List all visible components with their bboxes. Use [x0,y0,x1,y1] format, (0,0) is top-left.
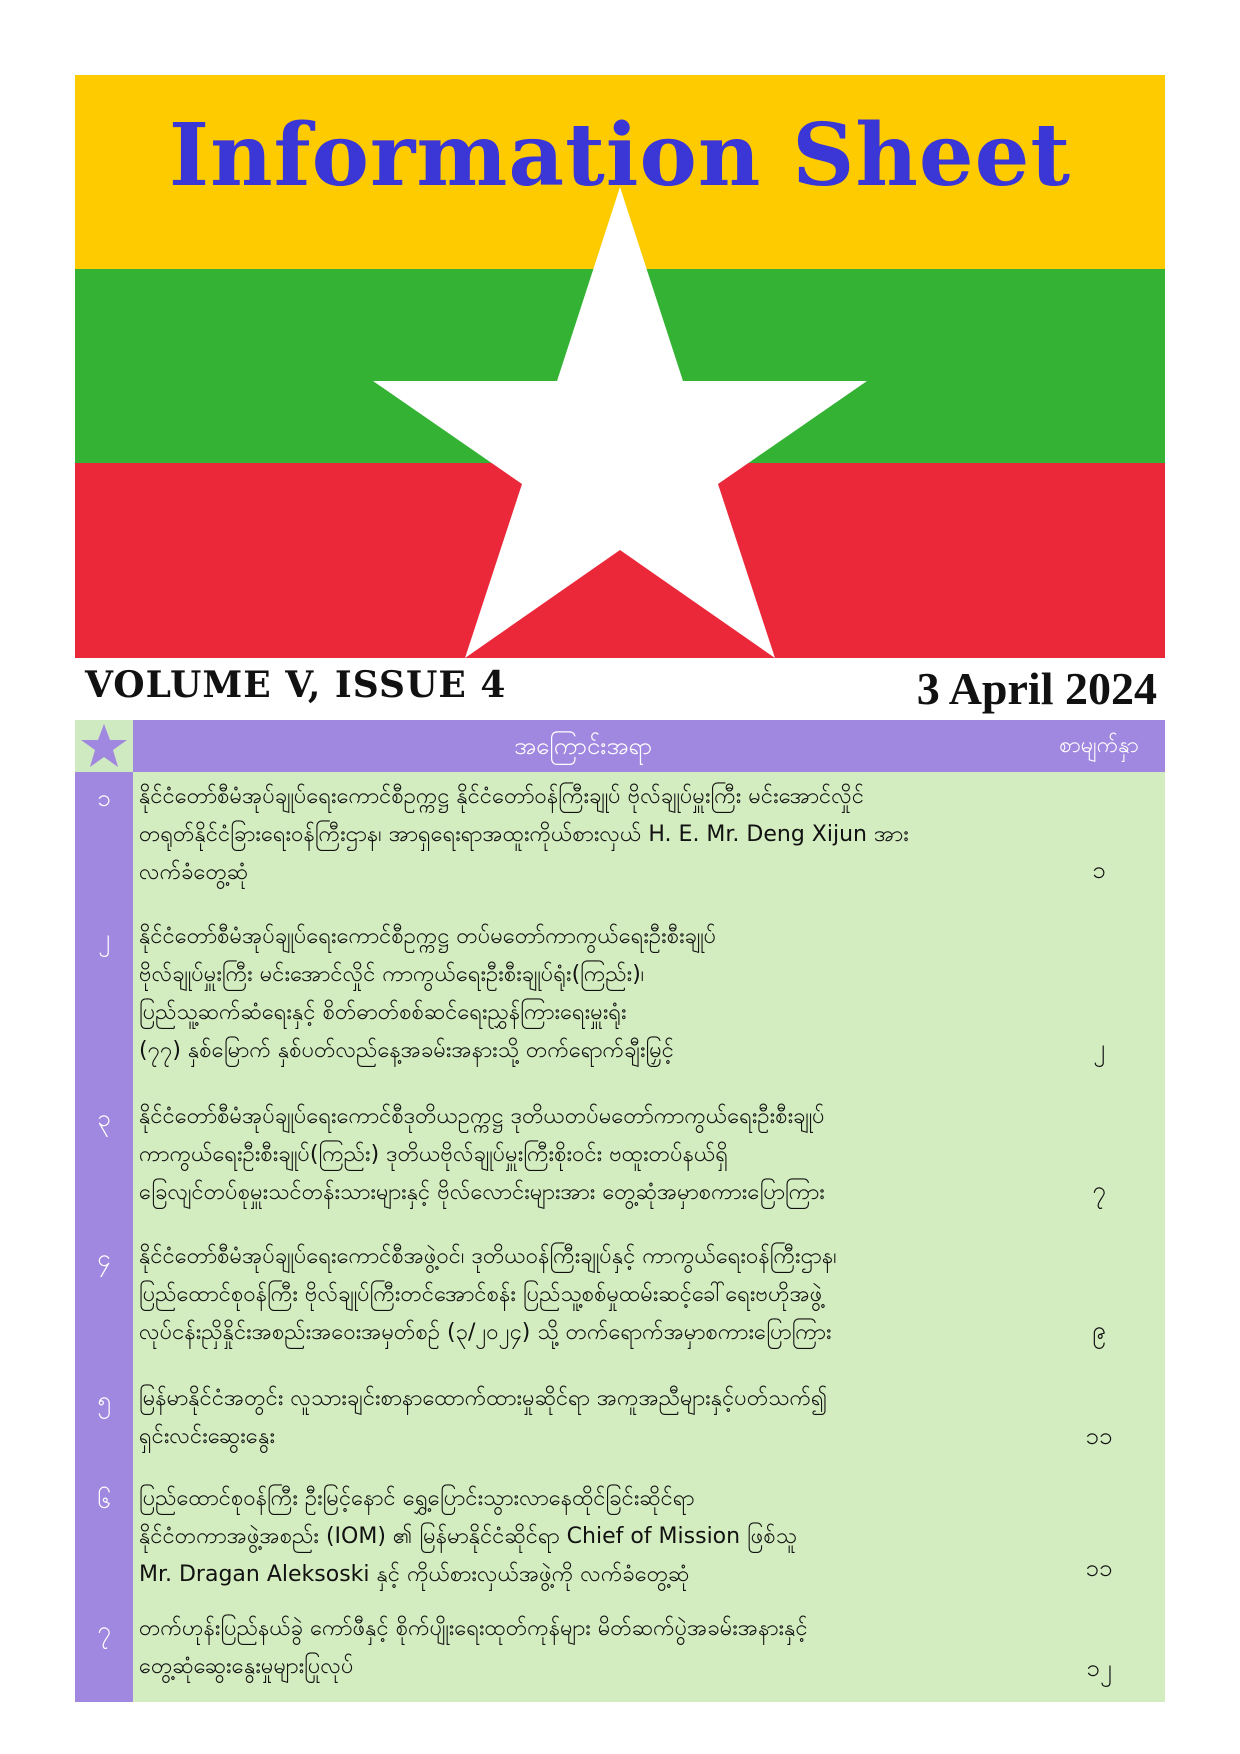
toc-row-title [139,1380,1019,1456]
toc-row-number: ၇ [97,1616,111,1644]
toc-row-number: ၄ [97,1244,111,1272]
toc-row-line: တက်ဟုန်းပြည်နယ်ခွဲ ကော်ဖီနှင့် စိုက်ပျိုးရေးထုတ်ကုန်များ မိတ်ဆက်ပွဲအခမ်းအနားနှင့် [139,1616,808,1641]
toc-row-page: ၁၂ [1086,1654,1112,1682]
toc-row-line: (၇၇) နှစ်မြောက် နှစ်ပတ်လည်နေ့အခမ်းအနားသို့ တက်ရောက်ချီးမြှင့် [139,1038,674,1063]
toc-row-page: ၂ [1093,1034,1105,1062]
toc-row-line: ပြည်သူ့ဆက်ဆံရေးနှင့် စိတ်ဓာတ်စစ်ဆင်ရေးညွှန်ကြားရေးမှူးရုံး [139,1000,627,1025]
toc-header-page: စာမျက်နှာ [1059,733,1139,758]
toc-row [75,912,1165,1092]
flag-banner [75,75,1165,658]
toc-row-line: တရုတ်နိုင်ငံခြားရေးဝန်ကြီးဌာန၊ အာရှရေးရာအထူးကိုယ်စားလှယ် H. E. Mr. Deng Xijun အား [139,822,909,847]
toc-row-line: ကာကွယ်ရေးဦးစီးချုပ်(ကြည်း) ဒုတိယဗိုလ်ချုပ်မှူးကြီးစိုးဝင်း ဗထူးတပ်နယ်ရှိ [139,1142,728,1167]
issue-bar [75,660,1165,720]
toc-row-title [139,1480,1019,1594]
toc-row-line: Mr. Dragan Aleksoski နှင့် ကိုယ်စားလှယ်အဖွဲ့ကို လက်ခံတွေ့ဆုံ [139,1562,690,1587]
issue-date: 3 April 2024 [916,663,1157,714]
toc-row-number: ၅ [97,1386,111,1414]
banner-title: Information Sheet [168,105,1072,206]
toc-row-title [139,1610,1019,1686]
toc-row-title [139,918,1019,1070]
toc-row-line: နိုင်ငံတော်စီမံအုပ်ချုပ်ရေးကောင်စီဒုတိယဥက္ကဋ္ဌ ဒုတိယတပ်မတော်ကာကွယ်ရေးဦးစီးချုပ် [139,1104,825,1129]
toc-header [75,720,1165,772]
toc-row-line: နိုင်ငံတကာအဖွဲ့အစည်း (IOM) ၏ မြန်မာနိုင်ငံဆိုင်ရာ Chief of Mission ဖြစ်သူ [139,1524,797,1549]
toc-row [75,1092,1165,1232]
toc-row-page: ၁၁ [1085,1554,1113,1582]
toc-row-page: ၁ [1092,856,1106,884]
toc-row [75,1604,1165,1702]
toc-row-line: ဗိုလ်ချုပ်မှူးကြီး မင်းအောင်လှိုင် ကာကွယ်ရေးဦးစီးချုပ်ရုံး(ကြည်း)၊ [139,962,645,987]
toc-row-line: မြန်မာနိုင်ငံအတွင်း လူသားချင်းစာနာထောက်ထားမှုဆိုင်ရာ အကူအညီများနှင့်ပတ်သက်၍ [139,1386,828,1411]
toc-row-line: နိုင်ငံတော်စီမံအုပ်ချုပ်ရေးကောင်စီဥက္ကဋ္ဌ တပ်မတော်ကာကွယ်ရေးဦးစီးချုပ် [139,924,717,949]
toc-row-line: တွေ့ဆုံဆွေးနွေးမှုများပြုလုပ် [139,1654,354,1679]
toc-row-line: နိုင်ငံတော်စီမံအုပ်ချုပ်ရေးကောင်စီဥက္ကဋ္ဌ နိုင်ငံတော်ဝန်ကြီးချုပ် ဗိုလ်ချုပ်မှူးကြီး မင်းအောင်လှိုင် [139,784,865,809]
toc-row-line: လုပ်ငန်းညှိနှိုင်းအစည်းအဝေးအမှတ်စဉ် (၃/၂၀၂၄) သို့ တက်ရောက်အမှာစကားပြောကြား [139,1320,832,1345]
toc-row [75,772,1165,912]
toc-header-star-cell [75,720,133,772]
star-icon [75,720,133,772]
toc-row-page: ၇ [1092,1176,1106,1204]
toc-row-line: နိုင်ငံတော်စီမံအုပ်ချုပ်ရေးကောင်စီအဖွဲ့ဝင်၊ ဒုတိယဝန်ကြီးချုပ်နှင့် ကာကွယ်ရေးဝန်ကြီးဌာန၊ [139,1244,837,1269]
toc-row-title [139,778,1019,892]
toc-row-line: လက်ခံတွေ့ဆုံ [139,860,249,885]
toc-row-title [139,1238,1019,1352]
toc-row-number: ၂ [98,924,110,952]
table-of-contents [75,720,1165,1702]
toc-row-page: ၁၁ [1085,1422,1113,1450]
toc-row-number: ၆ [97,1486,111,1514]
toc-row [75,1232,1165,1374]
toc-row-line: ခြေလျင်တပ်စုမှူးသင်တန်းသားများနှင့် ဗိုလ်လောင်းများအား တွေ့ဆုံအမှာစကားပြောကြား [139,1180,825,1205]
toc-row-number: ၁ [97,784,111,812]
toc-row-title [139,1098,1019,1212]
toc-row-line: ရှင်းလင်းဆွေးနွေး [139,1424,276,1449]
toc-row-page: ၉ [1092,1316,1106,1344]
toc-row-number: ၃ [97,1104,111,1132]
toc-row [75,1374,1165,1474]
toc-row-line: ပြည်ထောင်စုဝန်ကြီး ဗိုလ်ချုပ်ကြီးတင်အောင်စန်း ပြည်သူ့စစ်မှုထမ်းဆင့်ခေါ်ရေးဗဟိုအဖွဲ့ [139,1282,823,1307]
toc-row-line: ပြည်ထောင်စုဝန်ကြီး ဦးမြင့်နောင် ရွှေ့ပြောင်းသွားလာနေထိုင်ခြင်းဆိုင်ရာ [139,1486,695,1511]
toc-header-contents: အကြောင်းအရာ [514,732,652,760]
toc-row [75,1474,1165,1604]
volume-label: VOLUME V, ISSUE 4 [85,664,507,706]
